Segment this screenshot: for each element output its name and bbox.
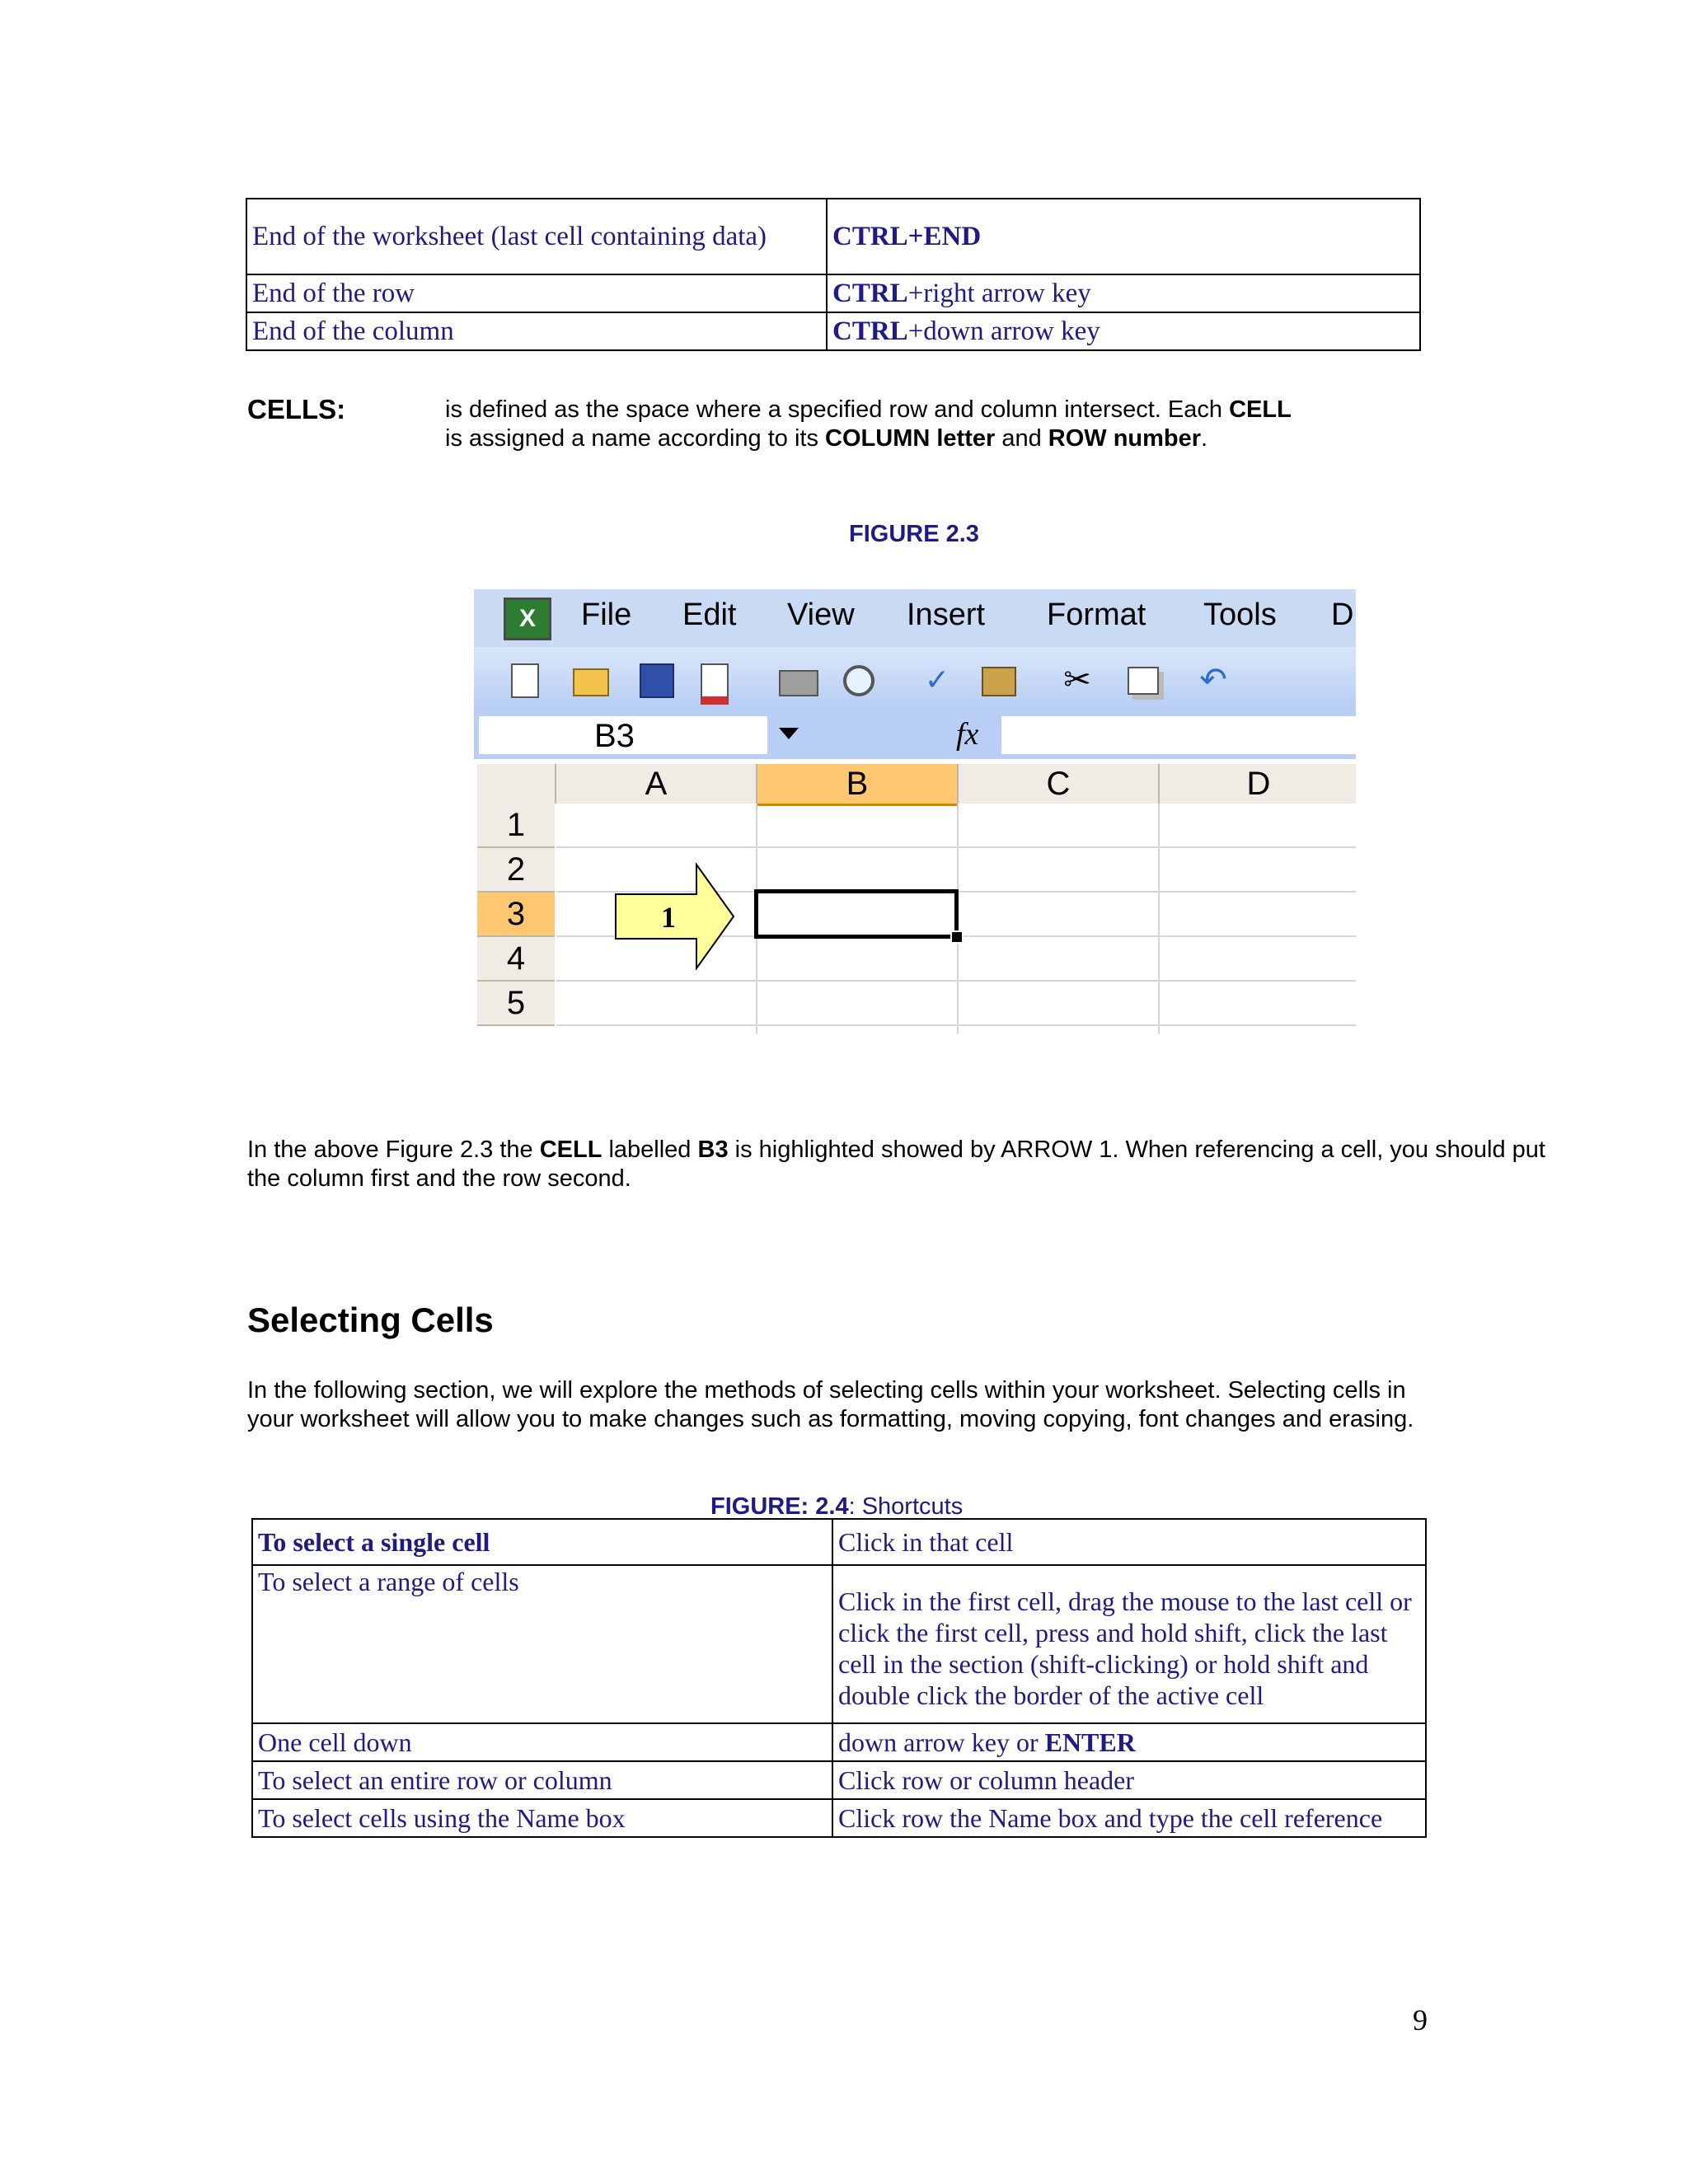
action-cell: To select an entire row or column	[252, 1761, 832, 1799]
excel-screenshot	[474, 589, 1356, 1034]
table-row	[252, 1565, 1426, 1723]
new-document-icon[interactable]	[507, 662, 543, 698]
row-header-4[interactable]: 4	[477, 937, 555, 982]
table-row	[252, 1799, 1426, 1837]
worksheet-grid	[474, 759, 1356, 1034]
method-cell: Click row the Name box and type the cell reference	[832, 1799, 1426, 1837]
row-header-2[interactable]: 2	[477, 848, 555, 893]
save-icon[interactable]	[639, 662, 675, 698]
chevron-down-icon[interactable]	[779, 728, 799, 739]
row-header-5[interactable]: 5	[477, 982, 555, 1026]
action-cell: To select a range of cells	[252, 1565, 832, 1723]
table-row	[246, 274, 1420, 312]
method-cell: down arrow key or ENTER	[832, 1723, 1426, 1761]
name-box[interactable]	[479, 716, 767, 754]
grid-line	[556, 1024, 1356, 1026]
copy-icon[interactable]	[1125, 662, 1161, 698]
shortcut-cell	[827, 312, 1420, 350]
standard-toolbar	[474, 647, 1356, 711]
formula-input[interactable]	[1001, 716, 1356, 754]
menu-data[interactable]: D	[1331, 598, 1354, 632]
table-row	[252, 1723, 1426, 1761]
shortcut-rest: +right arrow key	[907, 278, 1091, 308]
table-row	[252, 1519, 1426, 1565]
formula-bar	[474, 711, 1356, 759]
menu-file[interactable]: File	[581, 598, 632, 632]
arrow-1	[614, 863, 738, 970]
print-icon[interactable]	[779, 662, 815, 698]
action-cell: To select cells using the Name box	[252, 1799, 832, 1837]
shortcut-key: CTRL	[832, 316, 908, 346]
grid-line	[556, 980, 1356, 982]
arrow-label: 1	[661, 901, 676, 934]
shortcut-rest: +down arrow key	[907, 316, 1100, 346]
row-header-1[interactable]: 1	[477, 804, 555, 848]
navigation-shortcuts-table	[246, 198, 1421, 351]
figure-2-4-caption: FIGURE: 2.4: Shortcuts	[710, 1493, 964, 1520]
shortcut-key: CTRL	[832, 278, 908, 308]
select-all-corner[interactable]	[477, 764, 556, 804]
action-cell: End of the row	[246, 274, 827, 312]
shortcut-cell	[827, 274, 1420, 312]
menu-edit[interactable]: Edit	[682, 598, 737, 632]
column-header-d[interactable]: D	[1160, 764, 1356, 804]
method-cell: Click in the first cell, drag the mouse to the last cell or click the first cell, press and hold shift, click the last cell in the section (shift-clicking) or hold shift and double click the border of the active cell	[832, 1565, 1426, 1723]
column-header-b[interactable]: B	[757, 764, 959, 806]
open-folder-icon[interactable]	[573, 662, 609, 698]
fill-handle[interactable]	[950, 930, 964, 944]
table-row	[246, 312, 1420, 350]
cells-definition: is defined as the space where a specified row and column intersect. Each CELL is assigned a name according to its COLUMN letter and ROW number.	[445, 396, 1292, 452]
research-icon[interactable]	[981, 662, 1017, 698]
cut-icon[interactable]: ✂	[1063, 662, 1091, 698]
menu-bar	[474, 589, 1356, 647]
permission-icon[interactable]	[696, 662, 733, 698]
action-cell: End of the worksheet (last cell containing data)	[246, 199, 827, 274]
figure-explanation: In the above Figure 2.3 the CELL labelled B3 is highlighted showed by ARROW 1. When referencing a cell, you should put the column first and the row second.	[247, 1137, 1545, 1192]
name-box-value: B3	[594, 718, 635, 754]
menu-insert[interactable]: Insert	[907, 598, 986, 632]
print-preview-icon[interactable]	[841, 662, 877, 698]
action-cell: One cell down	[252, 1723, 832, 1761]
section-intro: In the following section, we will explore the methods of selecting cells within your worksheet. Selecting cells in your worksheet will allow you to make changes such as formatting, moving copying, font changes and erasing.	[247, 1377, 1414, 1432]
section-heading: Selecting Cells	[247, 1301, 494, 1339]
page-number: 9	[1413, 2004, 1428, 2036]
shortcut-cell	[827, 199, 1420, 274]
grid-line	[556, 846, 1356, 848]
method-cell: Click in that cell	[832, 1519, 1426, 1565]
table-row	[252, 1761, 1426, 1799]
column-header-c[interactable]: C	[959, 764, 1160, 804]
active-cell-b3[interactable]	[754, 889, 959, 939]
action-cell: To select a single cell	[252, 1519, 832, 1565]
menu-tools[interactable]: Tools	[1203, 598, 1277, 632]
spelling-icon[interactable]: ✓	[924, 663, 950, 696]
selection-shortcuts-table	[251, 1518, 1427, 1838]
action-cell: End of the column	[246, 312, 827, 350]
insert-function-icon[interactable]: fx	[956, 717, 979, 752]
shortcut-key: CTRL+END	[832, 221, 982, 251]
menu-view[interactable]: View	[787, 598, 855, 632]
undo-icon[interactable]: ↶	[1199, 662, 1227, 698]
cells-term: CELLS:	[247, 394, 346, 424]
excel-logo-icon: X	[504, 598, 551, 640]
grid-line	[1158, 804, 1160, 1034]
table-row	[246, 199, 1420, 274]
method-cell: Click row or column header	[832, 1761, 1426, 1799]
figure-2-3-caption: FIGURE 2.3	[849, 521, 979, 547]
menu-format[interactable]: Format	[1047, 598, 1146, 632]
column-header-a[interactable]: A	[556, 764, 757, 804]
row-header-3[interactable]: 3	[477, 893, 555, 937]
